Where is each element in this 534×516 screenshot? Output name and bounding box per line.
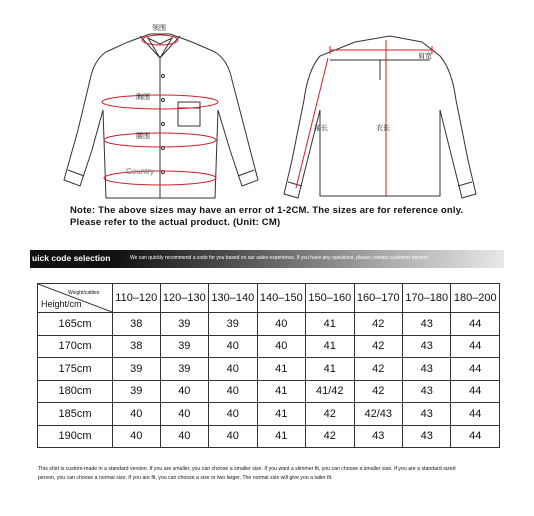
footnote-line2: person, you can choose a normal size. If you are fit, you can choose a size or two larger. The normal size will give you a tailer fit. xyxy=(38,475,333,481)
table-corner-cell xyxy=(38,284,113,313)
corner-height-label: Height/cm xyxy=(41,299,82,309)
sleeve-label: 袖长 xyxy=(314,125,328,132)
size-cell: 42 xyxy=(354,380,402,403)
table-header-row xyxy=(38,284,500,313)
size-cell: 40 xyxy=(209,425,257,448)
weight-header: 170–180 xyxy=(403,284,451,313)
quick-code-banner xyxy=(30,250,504,268)
front-shirt-drawing xyxy=(64,34,258,198)
weight-header: 160–170 xyxy=(354,284,402,313)
size-cell: 39 xyxy=(160,335,208,358)
table-row xyxy=(38,313,500,336)
table-row xyxy=(38,335,500,358)
size-cell: 43 xyxy=(403,380,451,403)
weight-header: 130–140 xyxy=(209,284,257,313)
size-cell: 42/43 xyxy=(354,403,402,426)
size-cell: 39 xyxy=(160,358,208,381)
back-measure-lines xyxy=(296,40,432,196)
size-cell: 43 xyxy=(403,313,451,336)
size-cell: 40 xyxy=(209,358,257,381)
size-note xyxy=(70,205,510,229)
size-cell: 41 xyxy=(306,313,354,336)
shoulder-label: 肩宽 xyxy=(418,53,432,60)
size-cell: 43 xyxy=(403,335,451,358)
size-cell: 42 xyxy=(306,403,354,426)
height-cell: 185cm xyxy=(38,403,113,426)
size-cell: 40 xyxy=(209,335,257,358)
size-cell: 39 xyxy=(160,313,208,336)
size-cell: 41/42 xyxy=(306,380,354,403)
height-cell: 170cm xyxy=(38,335,113,358)
size-cell: 41 xyxy=(257,403,305,426)
height-cell: 180cm xyxy=(38,380,113,403)
size-cell: 40 xyxy=(160,425,208,448)
size-cell: 41 xyxy=(306,358,354,381)
size-cell: 41 xyxy=(257,425,305,448)
size-cell: 42 xyxy=(306,425,354,448)
size-cell: 39 xyxy=(113,358,161,381)
table-row xyxy=(38,380,500,403)
waist-label: 腰围 xyxy=(136,133,150,140)
size-cell: 43 xyxy=(354,425,402,448)
size-cell: 41 xyxy=(306,335,354,358)
size-cell: 39 xyxy=(113,380,161,403)
size-cell: 44 xyxy=(451,335,500,358)
size-cell: 43 xyxy=(403,425,451,448)
size-cell: 40 xyxy=(113,403,161,426)
size-cell: 40 xyxy=(257,335,305,358)
size-cell: 40 xyxy=(257,313,305,336)
height-cell: 165cm xyxy=(38,313,113,336)
size-cell: 43 xyxy=(403,358,451,381)
length-label: 衣长 xyxy=(376,125,390,132)
size-cell: 44 xyxy=(451,425,500,448)
size-cell: 38 xyxy=(113,335,161,358)
banner-title: uick code selection xyxy=(32,253,111,263)
table-row xyxy=(38,425,500,448)
shirt-measurement-diagram xyxy=(0,0,534,205)
table-row xyxy=(38,403,500,426)
size-cell: 41 xyxy=(257,380,305,403)
height-cell: 190cm xyxy=(38,425,113,448)
size-cell: 42 xyxy=(354,335,402,358)
size-cell: 44 xyxy=(451,403,500,426)
size-cell: 41 xyxy=(257,358,305,381)
size-cell: 42 xyxy=(354,313,402,336)
size-cell: 44 xyxy=(451,358,500,381)
height-cell: 175cm xyxy=(38,358,113,381)
size-note-line2: Please refer to the actual product. (Unit: CM) xyxy=(70,217,281,228)
size-cell: 40 xyxy=(209,403,257,426)
back-shirt-drawing xyxy=(284,36,476,198)
corner-weight-label: Weight/catties xyxy=(68,290,100,296)
size-cell: 44 xyxy=(451,313,500,336)
weight-header: 110–120 xyxy=(113,284,161,313)
watermark-text: Country xyxy=(126,167,155,176)
size-table xyxy=(37,283,500,448)
weight-header: 150–160 xyxy=(306,284,354,313)
size-cell: 42 xyxy=(354,358,402,381)
weight-header: 120–130 xyxy=(160,284,208,313)
size-cell: 40 xyxy=(209,380,257,403)
footnote xyxy=(38,465,503,483)
size-cell: 38 xyxy=(113,313,161,336)
size-cell: 40 xyxy=(160,380,208,403)
size-cell: 40 xyxy=(160,403,208,426)
table-row xyxy=(38,358,500,381)
size-cell: 40 xyxy=(113,425,161,448)
size-cell: 44 xyxy=(451,380,500,403)
weight-header: 180–200 xyxy=(451,284,500,313)
footnote-line1: This shirt is custom-made in a standard version. If you are smaller, you can choose a smaller size. If you want a slimmer fit, you can choose a smaller size. If you are a standard-sized xyxy=(38,466,456,472)
size-cell: 43 xyxy=(403,403,451,426)
collar-label: 领围 xyxy=(152,25,166,32)
size-cell: 39 xyxy=(209,313,257,336)
weight-header: 140–150 xyxy=(257,284,305,313)
banner-subtitle: We can quickly recommend a code for you based on our sales experience. If you have any questions, please contact customer service! xyxy=(130,255,429,261)
size-note-line1: Note: The above sizes may have an error of 1-2CM. The sizes are for reference only. xyxy=(70,205,464,216)
chest-label: 胸围 xyxy=(136,94,150,101)
